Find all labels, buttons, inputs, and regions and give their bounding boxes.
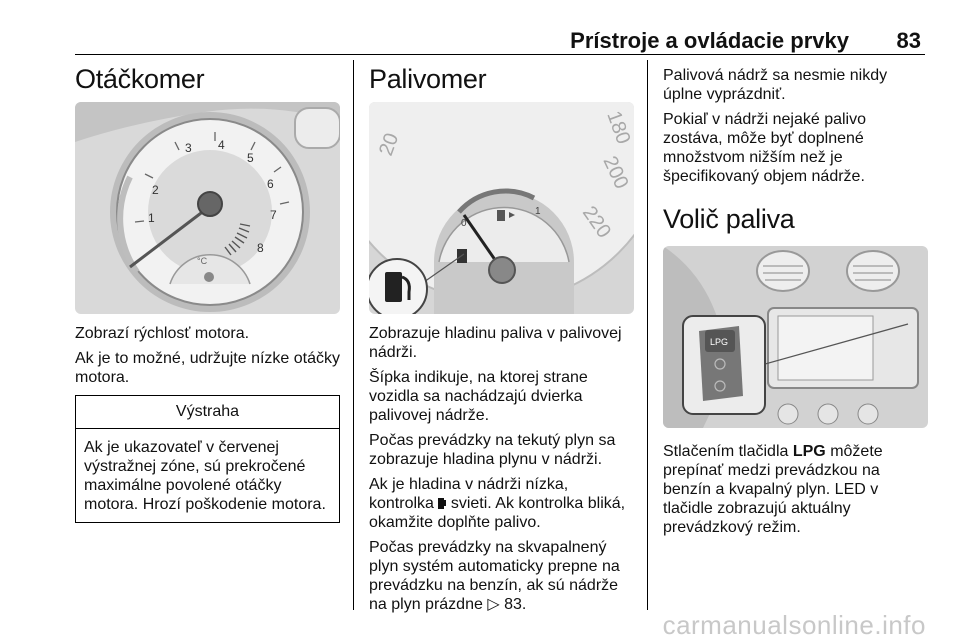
column-fuel-gauge: [369, 60, 634, 620]
speedometer-label: 220: [577, 202, 616, 243]
tachometer-illustration: [75, 102, 340, 314]
paragraph: [369, 538, 634, 614]
speedometer-label: 180: [602, 108, 634, 148]
fuel-pump-icon: [438, 497, 446, 509]
gauge-number: 8: [257, 241, 264, 255]
fuel-warning-icon: [385, 272, 402, 302]
gauge-number: 2: [152, 183, 159, 197]
paragraph: Palivová nádrž sa nesmie nikdy úplne vyprázdniť.: [663, 67, 888, 103]
paragraph: [369, 475, 634, 532]
lpg-term: LPG: [792, 443, 826, 460]
text-span: môžete prepínať medzi prevádzkou na benzín a kvapalný plyn. LED v tlačidle zobrazujú aktuálny prevádzkový režim.: [663, 443, 883, 536]
lpg-button-label: LPG: [710, 337, 729, 347]
gauge-number: 4: [218, 138, 225, 152]
section-title: Prístroje a ovládacie prvky: [570, 28, 849, 53]
gauge-number: 3: [185, 141, 192, 155]
text-span: Stlačením tlačidla: [663, 443, 789, 460]
speedometer-label: 20: [375, 130, 404, 159]
text-span: Ak je hladina v nádrži nízka, kontrolka: [369, 476, 569, 512]
paragraph: Zobrazuje hladinu paliva v palivovej nádrži.: [369, 325, 622, 361]
paragraph: Zobrazí rýchlosť motora.: [75, 325, 250, 342]
heading-tachometer: Otáčkomer: [75, 64, 205, 94]
speedometer-label: 200: [598, 152, 633, 193]
temperature-label: °C: [197, 256, 208, 266]
page-number: 83: [896, 28, 921, 53]
watermark: carmanualsonline.info: [662, 610, 926, 640]
column-divider: [353, 60, 354, 610]
gauge-number: 1: [148, 211, 155, 225]
heading-fuel-selector: Volič paliva: [663, 204, 795, 234]
paragraph: Počas prevádzky na tekutý plyn sa zobrazuje hladina plynu v nádrži.: [369, 432, 616, 468]
column-tachometer: [75, 60, 340, 523]
column-fuel-selector: [663, 60, 928, 543]
gauge-number: 7: [270, 208, 277, 222]
gauge-number: 6: [267, 177, 274, 191]
heading-fuel-gauge: Palivomer: [369, 64, 487, 94]
paragraph: Pokiaľ v nádrži nejaké palivo zostáva, môže byť doplnené množstvom nižším než je špecifikovaný objem nádrže.: [663, 111, 866, 185]
fuel-pump-icon: [497, 210, 505, 221]
fuel-selector-illustration: [663, 246, 928, 428]
text-span: Počas prevádzky na skvapalnený plyn systém automaticky prepne na prevádzku na benzín, ak sú nádrže na plyn prázdne: [369, 539, 620, 613]
paragraph: [663, 442, 928, 537]
warning-title: Výstraha: [76, 396, 339, 429]
page-reference[interactable]: 83.: [504, 596, 527, 613]
text-span: svieti. Ak kontrolka bliká, okamžite doplňte palivo.: [369, 495, 626, 531]
paragraph: Šípka indikuje, na ktorej strane vozidla sa nachádzajú dvierka palivovej nádrže.: [369, 369, 588, 424]
gauge-number: 5: [247, 151, 254, 165]
column-divider: [647, 60, 648, 610]
fuel-scale-label: 0: [461, 218, 467, 229]
cross-reference-icon: ▷: [487, 596, 500, 613]
warning-box: [75, 395, 340, 523]
warning-text: Ak je ukazovateľ v červenej výstražnej zóne, sú prekročené maximálne povolené otáčky motora. Hrozí poškodenie motora.: [84, 439, 326, 513]
paragraph: Ak je to možné, udržujte nízke otáčky motora.: [75, 350, 341, 386]
page-header: [75, 24, 925, 55]
fuel-scale-label: 1: [535, 206, 541, 217]
fuel-gauge-illustration: [369, 102, 634, 314]
